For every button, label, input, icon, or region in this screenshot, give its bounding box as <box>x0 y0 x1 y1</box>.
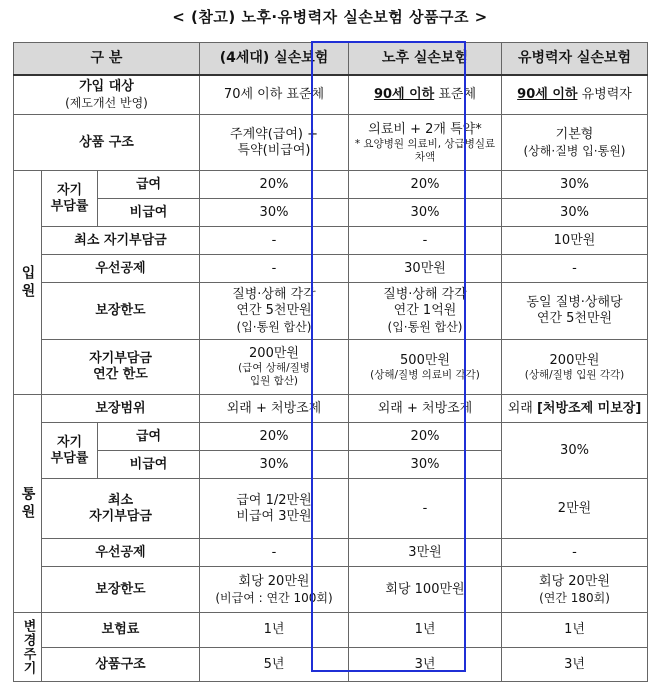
row-out-limit <box>14 567 648 613</box>
in-annual-c-line2: (상해/질병 입원 각각) <box>524 368 625 381</box>
cell-structure-b <box>349 115 502 171</box>
cell-premium-c: 1년 <box>502 613 648 648</box>
in-annual-a-line3: 입원 합산) <box>249 375 298 387</box>
row-in-deduct <box>14 255 648 283</box>
label-product: 상품구조 <box>42 648 200 682</box>
in-annual-c-line1: 200만원 <box>549 352 600 368</box>
cell-out-nonbenefit-a: 30% <box>200 451 349 479</box>
out-min-a-line2: 비급여 3만원 <box>236 508 312 524</box>
out-limit-c-line2: (연간 180회) <box>539 590 610 605</box>
join-age-b-strong: 90세 이하 <box>373 86 435 102</box>
out-copay-label2: 부담률 <box>50 450 89 466</box>
in-limit-c-line1: 동일 질병·상해당 <box>526 295 623 310</box>
row-in-copay-benefit <box>14 171 648 199</box>
row-product <box>14 648 648 682</box>
cell-out-scope-b: 외래 + 처방조제 <box>349 395 502 423</box>
cell-in-limit-c <box>502 283 648 340</box>
in-limit-a-line2: 연간 5천만원 <box>236 303 312 318</box>
cell-premium-b: 1년 <box>349 613 502 648</box>
row-in-limit <box>14 283 648 340</box>
out-limit-a-line1: 회당 20만원 <box>238 573 310 589</box>
cell-join-age-a: 70세 이하 표준체 <box>200 75 349 115</box>
out-min-a-line1: 급여 1/2만원 <box>236 492 312 508</box>
cell-in-annual-b <box>349 340 502 395</box>
structure-a-line1: 주계약(급여) + <box>230 126 318 142</box>
header-category: 구 분 <box>14 43 200 75</box>
in-annual-a-line2: (급여 상해/질병 <box>238 362 310 374</box>
row-out-min <box>14 479 648 539</box>
label-in-deduct: 우선공제 <box>42 255 200 283</box>
cell-in-limit-a <box>200 283 349 340</box>
row-out-deduct <box>14 539 648 567</box>
row-out-copay-benefit <box>14 423 648 451</box>
cell-product-b: 3년 <box>349 648 502 682</box>
label-in-min: 최소 자기부담금 <box>42 227 200 255</box>
label-out-benefit: 급여 <box>98 423 200 451</box>
label-out-copay <box>42 423 98 479</box>
structure-a-line2: 특약(비급여) <box>237 142 311 158</box>
cell-in-deduct-a: - <box>200 255 349 283</box>
in-copay-label2: 부담률 <box>50 198 89 214</box>
cell-in-nonbenefit-a: 30% <box>200 199 349 227</box>
out-scope-c-strong: [처방조제 미보장] <box>536 400 642 416</box>
cell-out-deduct-a: - <box>200 539 349 567</box>
cell-out-limit-c <box>502 567 648 613</box>
out-copay-label1: 자기 <box>56 434 83 450</box>
out-limit-a-line2: (비급여 : 연간 100회) <box>215 590 333 605</box>
row-premium <box>14 613 648 648</box>
cell-in-deduct-b: 30만원 <box>349 255 502 283</box>
cell-in-annual-c <box>502 340 648 395</box>
label-in-annual <box>42 340 200 395</box>
cell-product-a: 5년 <box>200 648 349 682</box>
cell-join-age-b <box>349 75 502 115</box>
structure-b-line1: 의료비 + 2개 특약* <box>368 121 482 137</box>
in-limit-b-line3: (입·통원 합산) <box>387 320 463 334</box>
cell-in-min-a: - <box>200 227 349 255</box>
in-annual-b-line1: 500만원 <box>400 352 450 368</box>
row-out-scope <box>14 395 648 423</box>
cell-out-min-b: - <box>349 479 502 539</box>
cell-in-benefit-a: 20% <box>200 171 349 199</box>
label-in-benefit: 급여 <box>98 171 200 199</box>
header-preexisting: 유병력자 실손보험 <box>502 43 648 75</box>
cell-out-limit-a <box>200 567 349 613</box>
cell-out-deduct-b: 3만원 <box>349 539 502 567</box>
in-limit-b-line2: 연간 1억원 <box>393 303 457 318</box>
cell-structure-a <box>200 115 349 171</box>
label-premium: 보험료 <box>42 613 200 648</box>
row-join-age <box>14 75 648 115</box>
header-4th-gen: (4세대) 실손보험 <box>200 43 349 75</box>
row-in-annual <box>14 340 648 395</box>
section-renewal: 변경주기 <box>14 613 42 682</box>
cell-out-min-a <box>200 479 349 539</box>
cell-in-benefit-c: 30% <box>502 171 648 199</box>
cell-structure-c <box>502 115 648 171</box>
in-limit-a-line1: 질병·상해 각각 <box>232 287 316 302</box>
label-out-nonbenefit: 비급여 <box>98 451 200 479</box>
row-structure <box>14 115 648 171</box>
label-join-age <box>14 75 200 115</box>
in-annual-a-line1: 200만원 <box>249 346 299 361</box>
in-limit-b-line1: 질병·상해 각각 <box>383 287 467 302</box>
row-in-copay-nonbenefit <box>14 199 648 227</box>
section-outpatient: 통원 <box>14 395 42 613</box>
in-limit-a-line3: (입·통원 합산) <box>236 320 312 334</box>
join-age-c-strong: 90세 이하 <box>517 86 578 102</box>
cell-out-deduct-c: - <box>502 539 648 567</box>
join-age-b-rest: 표준체 <box>434 86 477 102</box>
join-age-c-rest: 유병력자 <box>577 86 632 102</box>
cell-out-benefit-b: 20% <box>349 423 502 451</box>
cell-join-age-c <box>502 75 648 115</box>
header-row <box>14 43 648 75</box>
label-out-deduct: 우선공제 <box>42 539 200 567</box>
structure-c-line1: 기본형 <box>555 126 594 142</box>
cell-in-deduct-c: - <box>502 255 648 283</box>
cell-in-benefit-b: 20% <box>349 171 502 199</box>
structure-c-line2: (상해·질병 입·통원) <box>523 143 626 158</box>
label-in-copay <box>42 171 98 227</box>
cell-out-limit-b: 회당 100만원 <box>349 567 502 613</box>
label-in-limit: 보장한도 <box>42 283 200 340</box>
cell-in-min-b: - <box>349 227 502 255</box>
out-scope-c-plain: 외래 <box>507 400 537 416</box>
cell-out-nonbenefit-b: 30% <box>349 451 502 479</box>
label-in-nonbenefit: 비급여 <box>98 199 200 227</box>
label-structure: 상품 구조 <box>14 115 200 171</box>
label-out-limit: 보장한도 <box>42 567 200 613</box>
page-title: < (참고) 노후·유병력자 실손보험 상품구조 > <box>172 8 488 26</box>
in-limit-c-line2: 연간 5천만원 <box>536 311 613 326</box>
label-out-scope: 보장범위 <box>42 395 200 423</box>
out-min-label2: 자기부담금 <box>89 508 152 524</box>
cell-in-limit-b <box>349 283 502 340</box>
out-min-label1: 최소 <box>107 492 134 508</box>
cell-out-scope-c <box>502 395 648 423</box>
cell-out-benefit-a: 20% <box>200 423 349 451</box>
cell-out-scope-a: 외래 + 처방조제 <box>200 395 349 423</box>
label-join-age-main: 가입 대상 <box>79 78 134 94</box>
structure-b-note: * 요양병원 의료비, 상급병실료 차액 <box>354 137 496 163</box>
in-annual-label1: 자기부담금 <box>89 351 152 366</box>
comparison-table <box>13 42 648 682</box>
label-join-age-sub: (제도개선 반영) <box>65 95 148 110</box>
cell-in-annual-a <box>200 340 349 395</box>
cell-premium-a: 1년 <box>200 613 349 648</box>
label-out-min <box>42 479 200 539</box>
section-inpatient: 입원 <box>14 171 42 395</box>
header-senior: 노후 실손보험 <box>349 43 502 75</box>
in-annual-label2: 연간 한도 <box>93 367 148 382</box>
cell-in-nonbenefit-b: 30% <box>349 199 502 227</box>
in-annual-b-line2: (상해/질병 의료비 각각) <box>370 368 480 381</box>
row-in-min <box>14 227 648 255</box>
cell-in-min-c: 10만원 <box>502 227 648 255</box>
cell-out-copay-c: 30% <box>502 423 648 479</box>
cell-in-nonbenefit-c: 30% <box>502 199 648 227</box>
out-limit-c-line1: 회당 20만원 <box>539 573 610 589</box>
cell-product-c: 3년 <box>502 648 648 682</box>
cell-out-min-c: 2만원 <box>502 479 648 539</box>
in-copay-label1: 자기 <box>56 182 83 198</box>
